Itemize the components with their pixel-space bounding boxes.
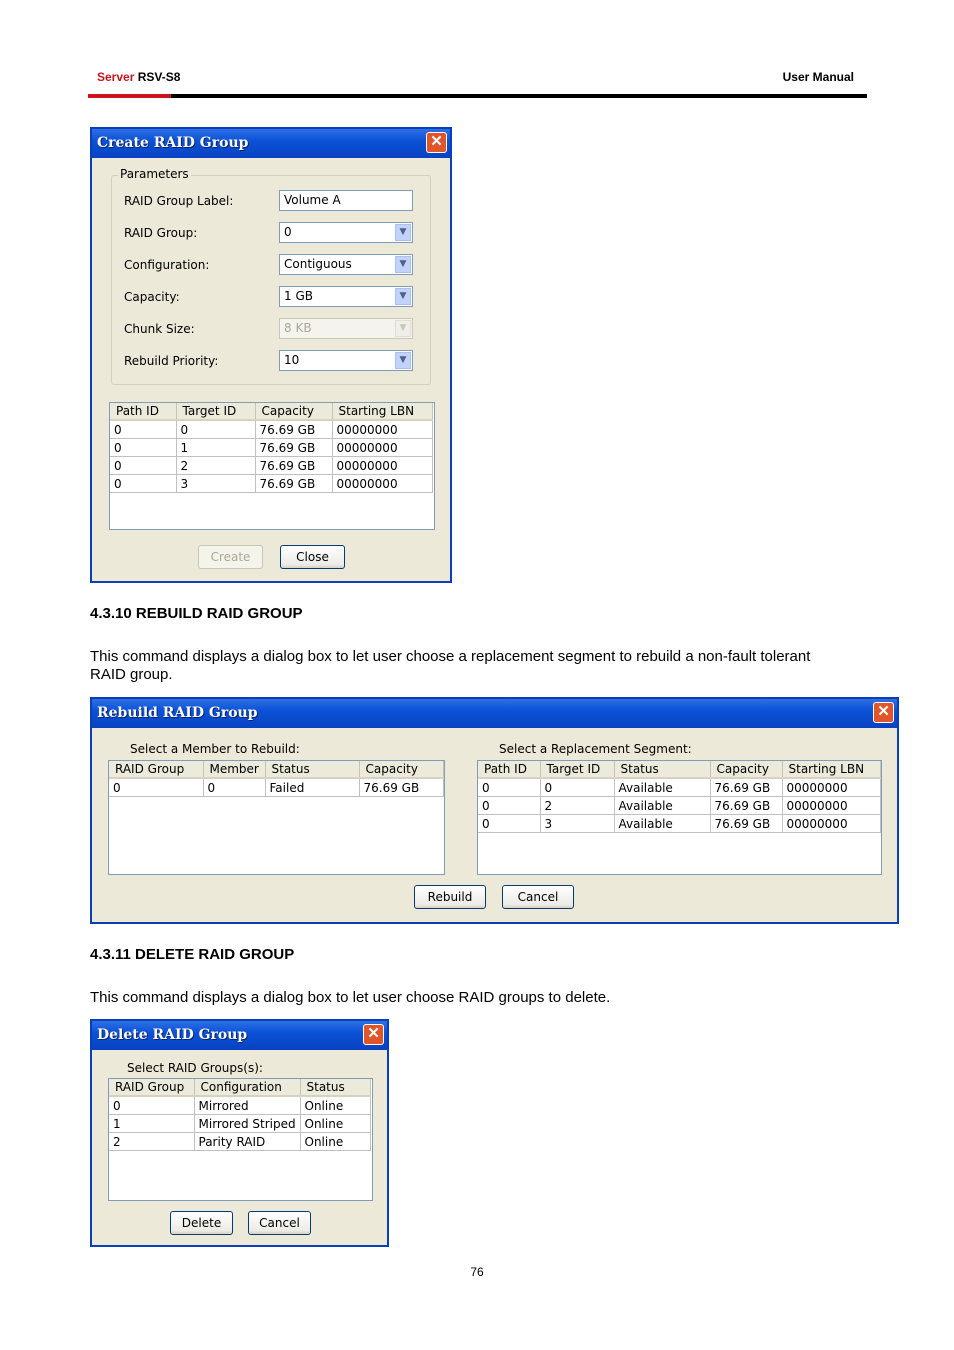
rebuild-button[interactable]: Rebuild — [414, 885, 486, 909]
cancel-button[interactable]: Cancel — [502, 885, 574, 909]
raid-group-select[interactable] — [279, 222, 413, 243]
column-header[interactable]: Target ID — [176, 403, 255, 420]
table-cell: Online — [300, 1115, 370, 1133]
column-header[interactable]: Starting LBN — [332, 403, 432, 420]
configuration-select[interactable] — [279, 254, 413, 275]
raid-label-label: RAID Group Label: — [124, 194, 234, 208]
chevron-down-icon[interactable]: ▼ — [395, 288, 411, 305]
chevron-down-icon: ▼ — [395, 320, 411, 337]
table-cell: 0 — [109, 778, 203, 797]
member-table[interactable] — [108, 760, 445, 875]
table-cell: 0 — [478, 815, 540, 833]
rebuild-section-heading: 4.3.10 REBUILD RAID GROUP — [90, 605, 303, 622]
table-cell: Available — [614, 778, 710, 797]
column-header[interactable]: Configuration — [194, 1079, 300, 1096]
table-cell: 2 — [176, 457, 255, 475]
table-cell: Mirrored Striped — [194, 1115, 300, 1133]
rebuild-section-text: This command displays a dialog box to let user choose a replacement segment to rebuild a non-fault tolerant RAID group. — [90, 648, 811, 683]
parameters-group-title: Parameters — [120, 167, 189, 181]
column-header[interactable]: Path ID — [478, 761, 540, 778]
table-row[interactable] — [478, 815, 880, 833]
table-cell: 3 — [540, 815, 614, 833]
table-cell: 0 — [176, 420, 255, 439]
table-row[interactable] — [109, 1115, 370, 1133]
delete-section-text: This command displays a dialog box to let user choose RAID groups to delete. — [90, 989, 611, 1006]
rebuild-priority-select[interactable] — [279, 350, 413, 371]
table-cell: 76.69 GB — [710, 797, 782, 815]
column-header[interactable]: RAID Group — [109, 1079, 194, 1096]
close-icon[interactable]: ✕ — [363, 1024, 384, 1045]
close-icon[interactable]: ✕ — [873, 702, 894, 723]
capacity-select[interactable] — [279, 286, 413, 307]
table-row[interactable] — [110, 439, 432, 457]
header-manual: User Manual — [782, 70, 854, 84]
table-cell: 0 — [110, 439, 176, 457]
table-row[interactable] — [110, 457, 432, 475]
table-cell: 76.69 GB — [255, 475, 332, 493]
table-row[interactable] — [478, 797, 880, 815]
table-cell: 76.69 GB — [255, 420, 332, 439]
segment-table[interactable] — [477, 760, 882, 875]
table-cell: 0 — [203, 778, 265, 797]
table-row[interactable] — [109, 1133, 370, 1151]
table-header-row — [109, 1079, 370, 1096]
table-cell: 1 — [176, 439, 255, 457]
table-cell: 0 — [478, 797, 540, 815]
raid-label-input[interactable] — [279, 190, 413, 211]
close-icon[interactable]: ✕ — [426, 132, 447, 153]
table-cell: Online — [300, 1096, 370, 1115]
column-header[interactable]: Capacity — [255, 403, 332, 420]
raid-groups-table[interactable] — [108, 1078, 373, 1201]
table-cell: 00000000 — [332, 475, 432, 493]
delete-raid-dialog — [90, 1019, 389, 1247]
member-select-label: Select a Member to Rebuild: — [130, 742, 300, 756]
chunk-size-select — [279, 318, 413, 339]
create-dialog-titlebar[interactable] — [92, 129, 450, 158]
table-cell: 2 — [109, 1133, 194, 1151]
chunk-size-label: Chunk Size: — [124, 322, 195, 336]
create-dialog-title: Create RAID Group — [97, 135, 249, 151]
table-cell: 00000000 — [782, 778, 880, 797]
raid-group-value: 0 — [284, 225, 292, 239]
table-cell: 2 — [540, 797, 614, 815]
table-cell: 76.69 GB — [710, 815, 782, 833]
table-cell: Online — [300, 1133, 370, 1151]
table-cell: 76.69 GB — [359, 778, 443, 797]
segments-table[interactable] — [109, 402, 435, 530]
table-cell: 0 — [478, 778, 540, 797]
column-header[interactable]: Member — [203, 761, 265, 778]
close-button[interactable]: Close — [280, 545, 345, 569]
table-cell: 0 — [540, 778, 614, 797]
table-cell: 00000000 — [332, 420, 432, 439]
header-brand: Server — [97, 70, 135, 84]
chevron-down-icon[interactable]: ▼ — [395, 256, 411, 273]
table-cell: 00000000 — [332, 439, 432, 457]
column-header[interactable]: Capacity — [710, 761, 782, 778]
table-row[interactable] — [478, 778, 880, 797]
column-header[interactable]: Status — [300, 1079, 370, 1096]
capacity-label: Capacity: — [124, 290, 180, 304]
column-header[interactable]: Target ID — [540, 761, 614, 778]
table-row[interactable] — [109, 1096, 370, 1115]
rebuild-priority-value: 10 — [284, 353, 300, 367]
table-cell: 76.69 GB — [710, 778, 782, 797]
page-number: 76 — [470, 1265, 484, 1279]
table-header-row — [110, 403, 432, 420]
rebuild-dialog-title: Rebuild RAID Group — [97, 705, 258, 721]
table-cell: 00000000 — [782, 797, 880, 815]
table-row[interactable] — [110, 475, 432, 493]
table-cell: 76.69 GB — [255, 439, 332, 457]
table-cell: 00000000 — [332, 457, 432, 475]
table-cell: Parity RAID — [194, 1133, 300, 1151]
chevron-down-icon[interactable]: ▼ — [395, 224, 411, 241]
table-cell: 0 — [110, 420, 176, 439]
table-cell: 0 — [109, 1096, 194, 1115]
column-header[interactable]: Starting LBN — [782, 761, 880, 778]
create-button: Create — [198, 545, 263, 569]
select-groups-label: Select RAID Groups(s): — [127, 1061, 263, 1075]
delete-button[interactable]: Delete — [170, 1211, 233, 1235]
table-cell: Available — [614, 815, 710, 833]
delete-dialog-title: Delete RAID Group — [97, 1027, 248, 1043]
table-cell: 76.69 GB — [255, 457, 332, 475]
raid-group-label: RAID Group: — [124, 226, 198, 240]
column-header[interactable]: RAID Group — [109, 761, 203, 778]
column-header[interactable]: Capacity — [359, 761, 443, 778]
configuration-label: Configuration: — [124, 258, 210, 272]
table-cell: Available — [614, 797, 710, 815]
header-model: RSV-S8 — [137, 70, 181, 84]
column-header[interactable]: Status — [265, 761, 359, 778]
configuration-value: Contiguous — [284, 257, 352, 271]
column-header[interactable]: Status — [614, 761, 710, 778]
cancel-button[interactable]: Cancel — [248, 1211, 311, 1235]
table-cell: 3 — [176, 475, 255, 493]
raid-label-value: Volume A — [284, 193, 341, 207]
delete-section-heading: 4.3.11 DELETE RAID GROUP — [90, 946, 295, 963]
table-cell: Failed — [265, 778, 359, 797]
header-rule-accent — [88, 94, 171, 98]
table-row[interactable] — [109, 778, 443, 797]
chevron-down-icon[interactable]: ▼ — [395, 352, 411, 369]
create-raid-dialog — [90, 127, 452, 583]
table-cell: 1 — [109, 1115, 194, 1133]
table-cell: 0 — [110, 475, 176, 493]
table-row[interactable] — [110, 420, 432, 439]
column-header[interactable]: Path ID — [110, 403, 176, 420]
table-cell: Mirrored — [194, 1096, 300, 1115]
table-header-row — [109, 761, 443, 778]
segment-select-label: Select a Replacement Segment: — [499, 742, 692, 756]
table-header-row — [478, 761, 880, 778]
table-cell: 00000000 — [782, 815, 880, 833]
header-rule — [88, 94, 867, 98]
table-cell: 0 — [110, 457, 176, 475]
header-product — [97, 70, 180, 84]
capacity-value: 1 GB — [284, 289, 313, 303]
chunk-size-value: 8 KB — [284, 321, 312, 335]
delete-dialog-titlebar[interactable] — [92, 1021, 387, 1050]
rebuild-raid-dialog — [90, 697, 899, 924]
rebuild-priority-label: Rebuild Priority: — [124, 354, 219, 368]
rebuild-dialog-titlebar[interactable] — [92, 699, 897, 728]
